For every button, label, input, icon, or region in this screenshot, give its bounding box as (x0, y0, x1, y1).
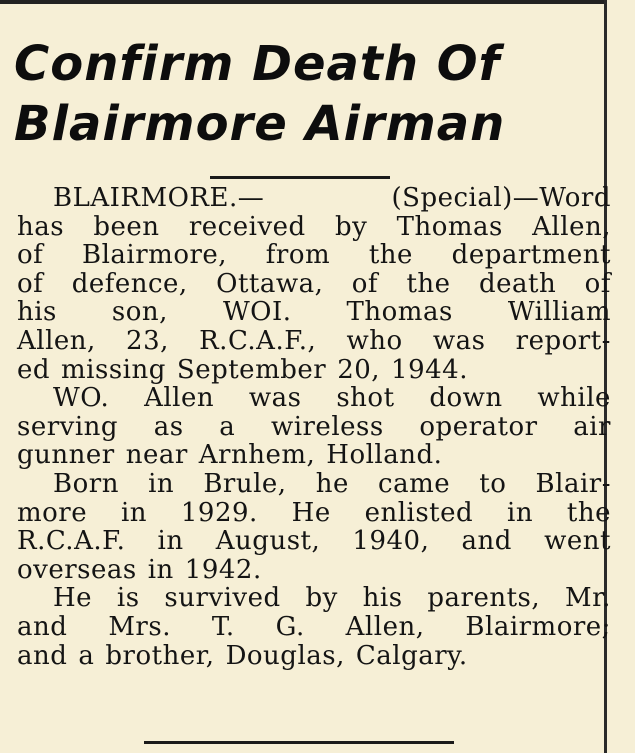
article-line: has been received by Thomas Allen, (17, 211, 611, 242)
article-line: overseas in 1942. (17, 554, 262, 585)
article-line: Born in Brule, he came to Blair- (53, 468, 611, 499)
article-line: and a brother, Douglas, Calgary. (17, 640, 468, 671)
article-line: R.C.A.F. in August, 1940, and went (17, 526, 611, 557)
article-line: and Mrs. T. G. Allen, Blairmore; (17, 611, 611, 642)
article-line: more in 1929. He enlisted in the (17, 497, 611, 528)
article-line: He is survived by his parents, Mr. (53, 583, 611, 614)
article-line: serving as a wireless operator air (17, 411, 611, 442)
article-line: of Blairmore, from the department (17, 240, 611, 271)
top-border-rule (0, 0, 606, 4)
headline-divider (210, 176, 390, 179)
article-line: Allen, 23, R.C.A.F., who was report- (17, 325, 611, 356)
article-line: of defence, Ottawa, of the death of (17, 268, 611, 299)
article-line: ed missing September 20, 1944. (17, 354, 468, 385)
headline-line-2: Blairmore Airman (14, 96, 506, 152)
headline (14, 34, 604, 154)
article-line: his son, WOI. Thomas William (17, 297, 611, 328)
article-line: WO. Allen was shot down while (53, 383, 611, 414)
article-line: gunner near Arnhem, Holland. (17, 440, 443, 471)
article-line: BLAIRMORE.— (Special)—Word (53, 183, 611, 213)
headline-line-1: Confirm Death Of (14, 36, 501, 92)
article-body (17, 184, 611, 670)
article-end-rule (144, 741, 454, 744)
